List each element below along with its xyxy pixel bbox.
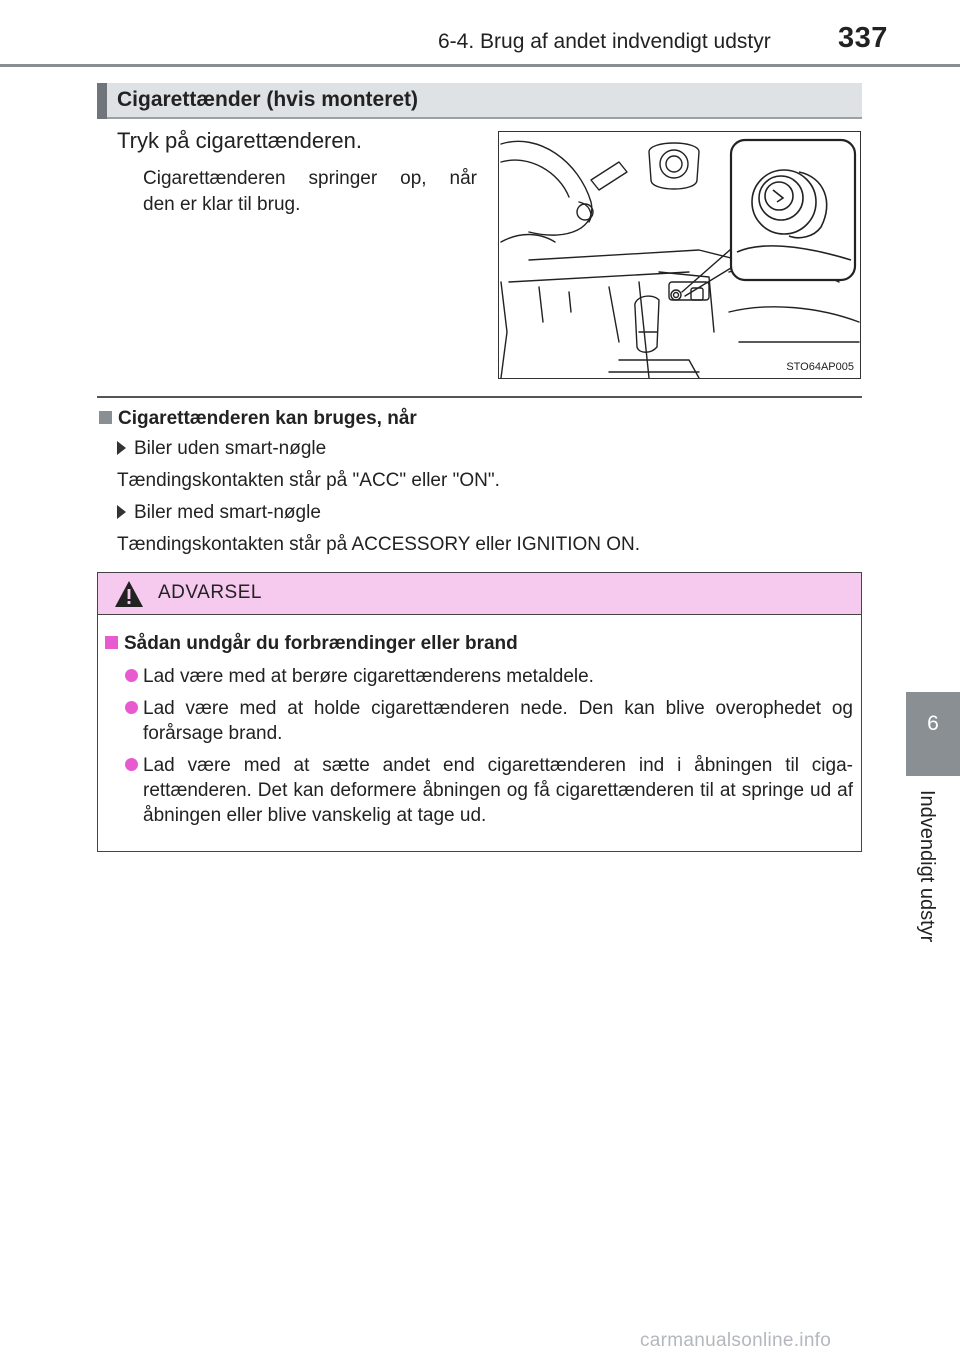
section-title-marker <box>97 83 107 119</box>
heading-square-icon <box>99 411 112 424</box>
instruction-note-line1: Cigarettænderen springer op, når <box>143 168 477 189</box>
warning-heading: Sådan undgår du forbrændinger eller brand <box>105 633 518 655</box>
page-number: 337 <box>838 22 888 54</box>
warning-label: ADVARSEL <box>158 582 262 603</box>
instruction-text: Tryk på cigarettænderen. <box>117 128 362 153</box>
bullet-dot-icon <box>125 669 138 682</box>
section-separator <box>97 396 862 398</box>
warning-item-2: Lad være med at holde cigarettænderen nede. Den kan blive overophedet og forårsage brand. <box>125 696 853 746</box>
bullet-dot-icon <box>125 758 138 771</box>
triangle-bullet-icon <box>117 441 126 455</box>
watermark: carmanualsonline.info <box>640 1330 832 1351</box>
dashboard-drawing <box>499 132 861 379</box>
condition-bullet-1: Biler uden smart-nøgle <box>117 438 326 460</box>
conditions-heading: Cigarettænderen kan bruges, når <box>99 408 417 430</box>
condition-text-2: Tændingskontakten står på ACCESSORY eller IGNITION ON. <box>117 534 641 555</box>
chapter-label: Indvendigt udstyr <box>916 790 938 943</box>
section-title: Cigarettænder (hvis monteret) <box>117 88 419 111</box>
warning-item-3: Lad være med at sætte andet end cigarettænderen ind i åbningen til ciga-rettænderen. Det kan deformere åbningen og få cigarettænderen til at springe ud af åbningen eller blive vanskelig at tage ud. <box>125 753 853 828</box>
condition-bullet-2: Biler med smart-nøgle <box>117 502 321 524</box>
warning-triangle-icon <box>114 580 144 608</box>
bullet-dot-icon <box>125 701 138 714</box>
heading-square-icon <box>105 636 118 649</box>
triangle-bullet-icon <box>117 505 126 519</box>
header-section-title: 6-4. Brug af andet indvendigt udstyr <box>438 30 771 53</box>
warning-item-1: Lad være med at berøre cigarettænderens metaldele. <box>125 664 853 689</box>
cigarette-lighter-illustration <box>498 131 861 379</box>
condition-text-1: Tændingskontakten står på "ACC" eller "ON". <box>117 470 500 491</box>
chapter-number: 6 <box>927 712 939 735</box>
figure-code: STO64AP005 <box>786 361 854 373</box>
header-rule <box>0 64 960 67</box>
instruction-note-line2: den er klar til brug. <box>143 194 301 215</box>
